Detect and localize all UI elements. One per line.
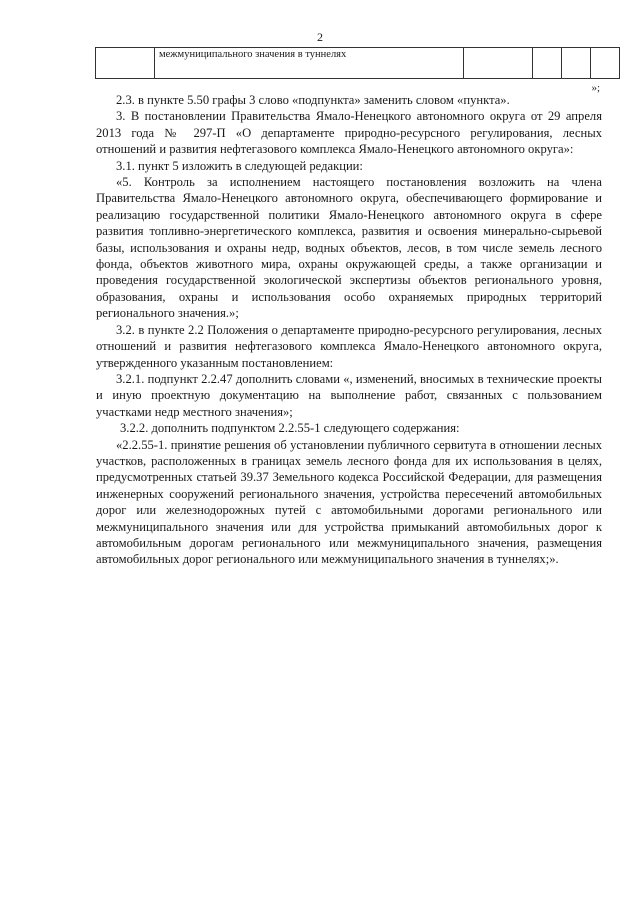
- table-cell-empty: [591, 48, 620, 79]
- table-cell-text: межмуниципального значения в туннелях: [155, 48, 464, 79]
- paragraph-3-1: 3.1. пункт 5 изложить в следующей редакции:: [116, 158, 363, 173]
- table-row: [96, 48, 620, 79]
- paragraph-3: 3. В постановлении Правительства Ямало-Ненецкого автономного округа от 29 апреля 2013 года № 297-П «О департаменте природно-ресурсного регулирования, лесных отношений и развития нефтегазового комплекса Ямало-Ненецкого автономного округа»:: [96, 109, 602, 157]
- paragraph-2-3: 2.3. в пункте 5.50 графы 3 слово «подпункта» заменить словом «пункта».: [116, 93, 510, 107]
- table-cell-empty: [562, 48, 591, 79]
- table-cell-empty: [96, 48, 155, 79]
- paragraph-3-2-2: 3.2.2. дополнить подпунктом 2.2.55-1 следующего содержания:: [120, 421, 460, 436]
- table-fragment: [95, 47, 620, 79]
- paragraph-quote-2-2-55-1: «2.2.55-1. принятие решения об установлении публичного сервитута в отношении лесных участков, расположенных в границах земель лесного фонда для их использования в целях, предусмотренных статьей 39.37 Земельного кодекса Российской Федерации, для размещения инженерных сооружений регионального значения, устройства пересечений автомобильных дорог или железнодорожных путей с автомобильными дорогами регионального или межмуниципального значения или для устройства примыканий автомобильных дорог к автомобильным дорогам регионального или межмуниципального значения, размещения автомобильных дорог регионального или межмуниципального значения в туннелях;».: [96, 437, 602, 567]
- paragraph-quote-5: «5. Контроль за исполнением настоящего постановления возложить на члена Правительства Ямало-Ненецкого автономного округа, обеспечивающего формирование и реализацию государственной политики Ямало-Ненецкого автономного округа в сфере развития топливно-энергетического комплекса, развития и освоения минерально-сырьевой базы, использования и охраны недр, водных объектов, лесов, в том числе земель лесного фонда, объектов животного мира, охраны окружающей среды, а также организации и проведения государственной экологической экспертизы объектов регионального уровня, образования, охраны и использования особо охраняемых природных территорий регионального значения.»;: [96, 175, 602, 321]
- page-number: 2: [317, 30, 323, 44]
- table-quote-close: »;: [591, 82, 600, 94]
- paragraph-3-2: 3.2. в пункте 2.2 Положения о департаменте природно-ресурсного регулирования, лесных отношений и развития нефтегазового комплекса Ямало-Ненецкого автономного округа, утвержденного указанным постановлением:: [96, 322, 602, 370]
- paragraph-3-2-1: 3.2.1. подпункт 2.2.47 дополнить словами «, изменений, вносимых в технические проекты и иную проектную документацию на выполнение работ, связанных с пользованием участками недр местного значения»;: [96, 371, 602, 419]
- document-body: [96, 92, 602, 568]
- table-cell-empty: [533, 48, 562, 79]
- table-cell-empty: [464, 48, 533, 79]
